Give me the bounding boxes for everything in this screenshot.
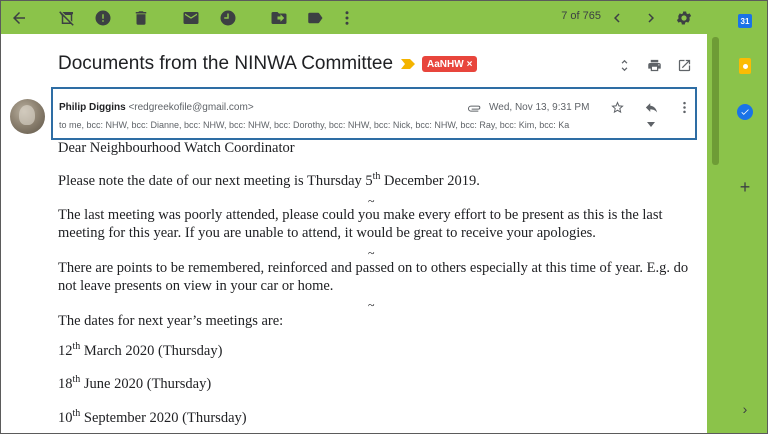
add-addon-icon[interactable]: + bbox=[739, 177, 751, 197]
label-icon[interactable] bbox=[303, 6, 327, 30]
keep-app-icon[interactable] bbox=[734, 55, 756, 77]
archive-icon[interactable] bbox=[55, 6, 79, 30]
back-arrow-icon[interactable] bbox=[7, 6, 31, 30]
expand-panel-chevron-icon[interactable]: › bbox=[742, 401, 748, 417]
mark-unread-icon[interactable] bbox=[179, 6, 203, 30]
header-highlight-box bbox=[51, 87, 697, 140]
newer-chevron-icon[interactable] bbox=[605, 6, 629, 30]
body-paragraph-3: There are points to be remembered, reinforced and passed on to others especially at this time of year. E.g. do not leave presents on view in your car or home. bbox=[58, 260, 689, 294]
recipients-line: to me, bcc: NHW, bcc: Dianne, bcc: NHW, bcc: NHW, bcc: Dorothy, bcc: NHW, bcc: Nick, bcc: NHW, bcc: Ray, bcc: Kim, bcc: Ka bbox=[59, 120, 570, 130]
message-more-icon[interactable] bbox=[675, 98, 693, 116]
move-to-icon[interactable] bbox=[267, 6, 291, 30]
show-details-caret-icon[interactable] bbox=[646, 120, 656, 130]
greeting: Dear Neighbourhood Watch Coordinator bbox=[58, 140, 295, 156]
sender-avatar[interactable] bbox=[10, 99, 45, 134]
sender-line bbox=[59, 102, 254, 113]
expand-all-icon[interactable] bbox=[615, 56, 633, 74]
reply-icon[interactable] bbox=[642, 98, 660, 116]
email-subject: Documents from the NINWA Committee bbox=[58, 53, 394, 74]
older-chevron-icon[interactable] bbox=[639, 6, 663, 30]
more-vert-icon[interactable] bbox=[335, 6, 359, 30]
sender-name[interactable]: Philip Diggins bbox=[59, 102, 126, 113]
meeting-date: 12th March 2020 (Thursday) bbox=[58, 341, 223, 359]
calendar-badge: 31 bbox=[738, 14, 752, 28]
snooze-icon[interactable] bbox=[216, 6, 240, 30]
separator-tilde: ~ bbox=[368, 298, 375, 312]
delete-icon[interactable] bbox=[129, 6, 153, 30]
pager-count: 7 of 765 bbox=[561, 10, 601, 22]
calendar-app-icon[interactable] bbox=[734, 10, 756, 32]
tasks-app-icon[interactable] bbox=[734, 101, 756, 123]
attachment-clip-icon bbox=[467, 101, 483, 113]
open-in-new-window-icon[interactable] bbox=[675, 56, 693, 74]
remove-label-icon[interactable]: × bbox=[466, 58, 473, 70]
separator-tilde: ~ bbox=[368, 246, 375, 260]
body-paragraph-4: The dates for next year’s meetings are: bbox=[58, 313, 284, 329]
report-spam-icon[interactable] bbox=[91, 6, 115, 30]
label-chip-text: AaNHW bbox=[427, 58, 464, 70]
star-icon[interactable] bbox=[608, 98, 626, 116]
sender-email: <redgreekofile@gmail.com> bbox=[128, 102, 254, 113]
toolbar bbox=[1, 1, 707, 34]
importance-marker-icon[interactable] bbox=[401, 59, 415, 69]
meeting-date: 10th September 2020 (Thursday) bbox=[58, 408, 247, 426]
separator-tilde: ~ bbox=[368, 194, 375, 208]
label-chip bbox=[422, 56, 477, 72]
scrollbar-thumb[interactable] bbox=[712, 37, 719, 165]
message-date: Wed, Nov 13, 9:31 PM bbox=[489, 102, 590, 113]
meeting-date: 18th June 2020 (Thursday) bbox=[58, 374, 212, 392]
gear-icon[interactable] bbox=[672, 6, 696, 30]
print-icon[interactable] bbox=[645, 56, 663, 74]
body-paragraph-1: Please note the date of our next meeting is Thursday 5th December 2019. bbox=[58, 171, 480, 189]
body-paragraph-2: The last meeting was poorly attended, please could you make every effort to be present as this is the last meeting for this year. If you are unable to attend, it would be great to receive your apologies. bbox=[58, 207, 663, 241]
